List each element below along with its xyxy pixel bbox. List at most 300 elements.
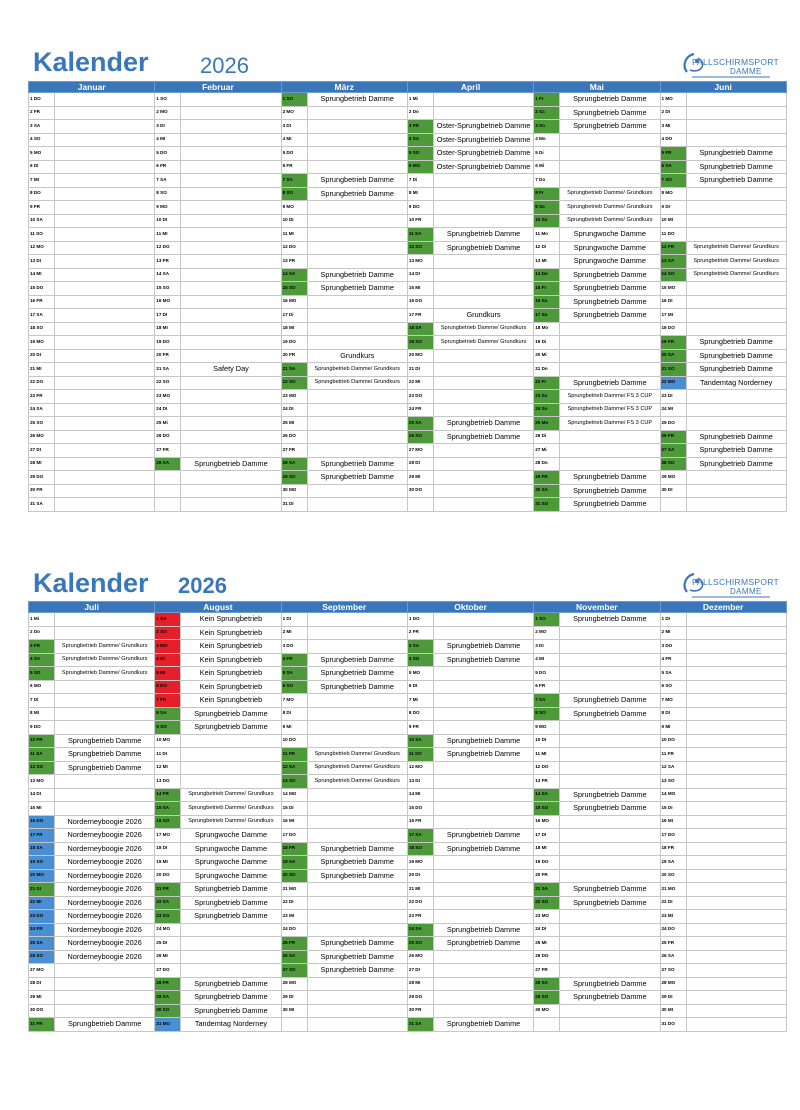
event-cell [181, 376, 281, 390]
day-cell: 3 So [534, 120, 560, 134]
day-cell: 30 FR [407, 1004, 433, 1018]
event-cell [686, 829, 786, 843]
day-cell: 21 SA [155, 363, 181, 377]
day-cell: 24 SA [29, 403, 55, 417]
event-cell: Sprungbetrieb Damme [560, 991, 660, 1005]
event-cell [307, 133, 407, 147]
day-cell: 9 MO [155, 201, 181, 215]
event-cell: Sprungbetrieb Damme [307, 282, 407, 296]
day-cell: 2 MI [660, 626, 686, 640]
table-row [29, 761, 787, 775]
event-cell [686, 802, 786, 816]
day-cell: 10 FR [29, 734, 55, 748]
event-cell [307, 1004, 407, 1018]
event-cell [181, 147, 281, 161]
event-cell [55, 363, 155, 377]
table-row [29, 950, 787, 964]
day-cell: 14 SA [281, 268, 307, 282]
event-cell [686, 282, 786, 296]
event-cell [307, 201, 407, 215]
event-cell [181, 255, 281, 269]
event-cell [307, 309, 407, 323]
day-cell: 21 MO [281, 883, 307, 897]
event-cell: Sprungbetrieb Damme [560, 694, 660, 708]
event-cell [181, 471, 281, 485]
day-cell: 19 DO [155, 336, 181, 350]
table-row [29, 775, 787, 789]
event-cell: Sprungbetrieb Damme/ Grundkurs [560, 187, 660, 201]
event-cell [560, 775, 660, 789]
day-cell: 18 SA [407, 322, 433, 336]
day-cell: 4 SA [407, 133, 433, 147]
day-cell: 7 SA [534, 694, 560, 708]
event-cell [307, 295, 407, 309]
day-cell: 6 FR [155, 160, 181, 174]
day-cell: 31 SA [29, 498, 55, 512]
event-cell [686, 748, 786, 762]
day-cell: 20 DO [155, 869, 181, 883]
event-cell: Sprungbetrieb Damme [307, 937, 407, 951]
event-cell [181, 309, 281, 323]
event-cell: Tandemtag Norderney [686, 376, 786, 390]
event-cell [55, 403, 155, 417]
event-cell [433, 471, 533, 485]
day-cell: 22 MI [29, 896, 55, 910]
day-cell: 23 MO [155, 390, 181, 404]
table-row [29, 937, 787, 951]
event-cell: Sprungbetrieb Damme/ Grundkurs [433, 336, 533, 350]
day-cell [281, 1018, 307, 1032]
day-cell: 17 MO [155, 829, 181, 843]
day-cell: 25 SO [407, 937, 433, 951]
day-cell: 22 DI [281, 896, 307, 910]
day-cell: 27 MO [29, 964, 55, 978]
day-cell: 24 DI [281, 403, 307, 417]
day-cell: 27 SO [281, 964, 307, 978]
event-cell [181, 950, 281, 964]
day-cell: 15 DO [407, 802, 433, 816]
day-cell: 25 Mi [155, 417, 181, 431]
event-cell [55, 336, 155, 350]
event-cell [307, 788, 407, 802]
event-cell [307, 923, 407, 937]
table-row [29, 106, 787, 120]
event-cell [686, 214, 786, 228]
event-cell [55, 430, 155, 444]
table-row [29, 653, 787, 667]
event-cell [560, 147, 660, 161]
day-cell: 6 FR [281, 160, 307, 174]
day-cell: 26 DO [281, 430, 307, 444]
day-cell: 15 SO [155, 282, 181, 296]
event-cell [560, 856, 660, 870]
day-cell: 31 DI [281, 498, 307, 512]
day-cell: 5 Di [534, 147, 560, 161]
day-cell: 30 SO [155, 1004, 181, 1018]
table-row [29, 694, 787, 708]
day-cell: 2 MO [534, 626, 560, 640]
event-cell: Sprungbetrieb Damme [560, 802, 660, 816]
day-cell: 24 MO [155, 923, 181, 937]
month-header: Oktober [407, 602, 533, 613]
table-row [29, 856, 787, 870]
day-cell: 22 MI [407, 376, 433, 390]
day-cell: 7 Di [407, 174, 433, 188]
logo-text: FALLSCHIRMSPORT [692, 57, 780, 67]
event-cell: Norderneyboogie 2026 [55, 910, 155, 924]
day-cell: 19 SA [660, 856, 686, 870]
day-cell: 22 SA [155, 896, 181, 910]
event-cell [307, 160, 407, 174]
event-cell [181, 93, 281, 107]
table-row [29, 214, 787, 228]
day-cell: 16 FR [407, 815, 433, 829]
day-cell: 20 MO [407, 349, 433, 363]
day-cell: 9 FR [407, 721, 433, 735]
event-cell: Sprungbetrieb Damme [433, 653, 533, 667]
month-header: Dezember [660, 602, 786, 613]
event-cell: Sprungbetrieb Damme [307, 174, 407, 188]
table-row [29, 613, 787, 627]
event-cell [55, 707, 155, 721]
event-cell: Sprungbetrieb Damme/ FS 3 CUP [560, 403, 660, 417]
event-cell [560, 349, 660, 363]
event-cell [55, 133, 155, 147]
event-cell: Sprungbetrieb Damme [560, 883, 660, 897]
month-header: April [407, 82, 533, 93]
event-cell [181, 734, 281, 748]
day-cell [534, 1018, 560, 1032]
event-cell: Sprungbetrieb Damme/ Grundkurs [560, 201, 660, 215]
day-cell: 7 SA [155, 174, 181, 188]
day-cell: 16 MO [155, 295, 181, 309]
event-cell [55, 1004, 155, 1018]
event-cell [55, 228, 155, 242]
day-cell: 5 SA [281, 667, 307, 681]
event-cell [181, 775, 281, 789]
table-row [29, 484, 787, 498]
table-row [29, 680, 787, 694]
day-cell: 4 SO [407, 653, 433, 667]
day-cell: 28 Do [534, 457, 560, 471]
event-cell [686, 484, 786, 498]
day-cell: 18 DO [660, 322, 686, 336]
month-header: Juni [660, 82, 786, 93]
event-cell: Sprungbetrieb Damme [686, 174, 786, 188]
event-cell [686, 775, 786, 789]
day-cell: 3 FR [29, 640, 55, 654]
event-cell [433, 694, 533, 708]
table-row [29, 788, 787, 802]
day-cell: 16 FR [29, 295, 55, 309]
event-cell [560, 430, 660, 444]
table-row [29, 268, 787, 282]
day-cell: 18 SO [407, 842, 433, 856]
event-cell [433, 444, 533, 458]
event-cell [433, 268, 533, 282]
day-cell: 4 FR [660, 653, 686, 667]
table-row [29, 977, 787, 991]
day-cell: 7 MO [281, 694, 307, 708]
event-cell [307, 255, 407, 269]
day-cell: 13 FR [534, 775, 560, 789]
day-cell: 19 FR [660, 336, 686, 350]
event-cell: Sprungbetrieb Damme [307, 187, 407, 201]
event-cell [181, 484, 281, 498]
day-cell: 1 Mi [407, 93, 433, 107]
table-row [29, 640, 787, 654]
day-cell: 8 DI [660, 707, 686, 721]
day-cell: 30 DO [407, 484, 433, 498]
day-cell: 8 Fr [534, 187, 560, 201]
event-cell [686, 201, 786, 215]
event-cell: Norderneyboogie 2026 [55, 842, 155, 856]
event-cell: Sprungbetrieb Damme [307, 950, 407, 964]
event-cell: Sprungbetrieb Damme/ Grundkurs [686, 241, 786, 255]
day-cell: 23 MI [660, 910, 686, 924]
day-cell: 25 Mo [534, 417, 560, 431]
day-cell: 3 DI [281, 120, 307, 134]
day-cell: 16 MI [281, 815, 307, 829]
event-cell: Sprungbetrieb Damme [181, 991, 281, 1005]
day-cell: 23 DI [660, 390, 686, 404]
day-cell: 17 SA [407, 829, 433, 843]
day-cell: 12 FR [660, 241, 686, 255]
table-row [29, 147, 787, 161]
event-cell [181, 187, 281, 201]
event-cell [55, 471, 155, 485]
event-cell [181, 160, 281, 174]
event-cell [560, 363, 660, 377]
day-cell: 13 MI [534, 255, 560, 269]
table-row [29, 363, 787, 377]
day-cell: 22 SO [155, 376, 181, 390]
day-cell: 2 MO [155, 106, 181, 120]
day-cell: 29 MI [29, 991, 55, 1005]
day-cell: 27 FR [534, 964, 560, 978]
day-cell: 1 DI [281, 613, 307, 627]
event-cell [560, 734, 660, 748]
day-cell: 20 SA [660, 349, 686, 363]
event-cell [560, 829, 660, 843]
event-cell: Sprungbetrieb Damme/ Grundkurs [307, 761, 407, 775]
day-cell: 15 SA [155, 802, 181, 816]
event-cell [560, 748, 660, 762]
event-cell [433, 991, 533, 1005]
day-cell: 24 MI [660, 403, 686, 417]
day-cell: 7 Do [534, 174, 560, 188]
event-cell [55, 417, 155, 431]
day-cell: 6 SO [281, 680, 307, 694]
day-cell: 29 DI [660, 991, 686, 1005]
event-cell: Sprungbetrieb Damme/ Grundkurs [433, 322, 533, 336]
day-cell: 31 SO [534, 498, 560, 512]
event-cell [686, 403, 786, 417]
event-cell [307, 417, 407, 431]
day-cell: 11 SA [29, 748, 55, 762]
day-cell: 30 MI [281, 1004, 307, 1018]
event-cell: Norderneyboogie 2026 [55, 896, 155, 910]
day-cell: 16 MI [660, 815, 686, 829]
table-row [29, 336, 787, 350]
day-cell: 6 Mi [534, 160, 560, 174]
day-cell: 8 DO [407, 707, 433, 721]
day-cell: 18 MI [534, 842, 560, 856]
event-cell [55, 282, 155, 296]
event-cell [307, 613, 407, 627]
event-cell [55, 268, 155, 282]
day-cell: 1 MO [660, 93, 686, 107]
event-cell: Kein Sprungbetrieb [181, 653, 281, 667]
calendar-table-jan-jun [28, 81, 787, 512]
event-cell [55, 160, 155, 174]
day-cell: 7 MI [29, 174, 55, 188]
day-cell: 3 DI [534, 640, 560, 654]
event-cell [433, 214, 533, 228]
event-cell: Sprungbetrieb Damme [307, 667, 407, 681]
table-row [29, 1018, 787, 1032]
event-cell [686, 856, 786, 870]
day-cell: 21 SA [281, 363, 307, 377]
day-cell: 3 DI [155, 120, 181, 134]
day-cell: 31 DO [660, 1018, 686, 1032]
day-cell: 26 MO [407, 950, 433, 964]
day-cell: 28 FR [155, 977, 181, 991]
day-cell: 26 DO [534, 950, 560, 964]
event-cell [307, 734, 407, 748]
day-cell: 26 MI [155, 950, 181, 964]
event-cell [560, 910, 660, 924]
calendar-table-jul-dec [28, 601, 787, 1032]
event-cell: Sprungbetrieb Damme [55, 734, 155, 748]
day-cell: 19 SA [281, 856, 307, 870]
day-cell: 2 MO [281, 106, 307, 120]
event-cell [55, 214, 155, 228]
day-cell: 3 MI [660, 120, 686, 134]
event-cell [181, 498, 281, 512]
day-cell: 10 DI [534, 734, 560, 748]
month-header: Mai [534, 82, 660, 93]
event-cell: Sprungwoche Damme [181, 869, 281, 883]
event-cell [181, 761, 281, 775]
event-cell: Sprungbetrieb Damme [560, 93, 660, 107]
day-cell: 9 FR [29, 201, 55, 215]
event-cell [181, 923, 281, 937]
event-cell: Sprungbetrieb Damme/ Grundkurs [307, 376, 407, 390]
day-cell [155, 471, 181, 485]
event-cell [560, 680, 660, 694]
event-cell [55, 977, 155, 991]
day-cell: 31 FR [29, 1018, 55, 1032]
event-cell [181, 444, 281, 458]
event-cell [307, 829, 407, 843]
day-cell: 20 DI [407, 869, 433, 883]
day-cell: 28 SA [281, 457, 307, 471]
day-cell: 1 SA [155, 613, 181, 627]
event-cell [433, 626, 533, 640]
event-cell [686, 734, 786, 748]
day-cell: 12 MI [155, 761, 181, 775]
event-cell [307, 120, 407, 134]
table-row [29, 349, 787, 363]
event-cell [433, 484, 533, 498]
event-cell [181, 417, 281, 431]
day-cell: 21 DI [29, 883, 55, 897]
table-row [29, 309, 787, 323]
day-cell: 28 DI [29, 977, 55, 991]
day-cell: 29 SO [281, 471, 307, 485]
event-cell [55, 802, 155, 816]
event-cell: Sprungbetrieb Damme/ Grundkurs [307, 363, 407, 377]
event-cell: Sprungbetrieb Damme [55, 1018, 155, 1032]
event-cell [560, 869, 660, 883]
day-cell: 3 FR [407, 120, 433, 134]
day-cell: 5 DO [281, 147, 307, 161]
event-cell: Sprungbetrieb Damme [686, 457, 786, 471]
event-cell [560, 626, 660, 640]
event-cell [686, 680, 786, 694]
day-cell: 17 FR [29, 829, 55, 843]
day-cell: 4 MI [281, 133, 307, 147]
day-cell: 21 MO [660, 883, 686, 897]
day-cell: 19 Di [534, 336, 560, 350]
event-cell [686, 228, 786, 242]
day-cell: 25 MI [281, 417, 307, 431]
event-cell: Sprungbetrieb Damme [433, 842, 533, 856]
day-cell: 5 MO [407, 667, 433, 681]
day-cell: 15 Fr [534, 282, 560, 296]
day-cell: 14 DI [407, 268, 433, 282]
day-cell: 1 Fr [534, 93, 560, 107]
day-cell: 4 MI [534, 653, 560, 667]
event-cell [560, 457, 660, 471]
event-cell: Sprungbetrieb Damme [560, 613, 660, 627]
event-cell: Sprungbetrieb Damme [307, 856, 407, 870]
day-cell: 11 FR [660, 748, 686, 762]
day-cell: 6 DI [29, 160, 55, 174]
event-cell: Sprungbetrieb Damme/ Grundkurs [55, 667, 155, 681]
day-cell: 15 MI [407, 282, 433, 296]
event-cell: Sprungbetrieb Damme/ Grundkurs [307, 775, 407, 789]
event-cell [433, 802, 533, 816]
day-cell: 14 DI [29, 788, 55, 802]
event-cell: Sprungbetrieb Damme [686, 430, 786, 444]
event-cell [181, 322, 281, 336]
event-cell [433, 403, 533, 417]
day-cell: 25 FR [281, 937, 307, 951]
table-row [29, 390, 787, 404]
event-cell [181, 937, 281, 951]
day-cell: 28 SO [660, 457, 686, 471]
table-row [29, 430, 787, 444]
event-cell [181, 282, 281, 296]
event-cell [433, 680, 533, 694]
day-cell: 13 SO [281, 775, 307, 789]
table-row [29, 120, 787, 134]
event-cell: Grundkurs [307, 349, 407, 363]
day-cell: 5 SO [29, 667, 55, 681]
event-cell: Sprungbetrieb Damme [686, 349, 786, 363]
day-cell: 8 MI [29, 707, 55, 721]
day-cell: 11 DI [155, 748, 181, 762]
day-cell: 13 DO [155, 775, 181, 789]
month-header: Februar [155, 82, 281, 93]
day-cell: 21 FR [155, 883, 181, 897]
day-cell: 3 SA [29, 120, 55, 134]
event-cell [181, 295, 281, 309]
event-cell: Sprungbetrieb Damme [433, 829, 533, 843]
day-cell: 11 SA [407, 228, 433, 242]
